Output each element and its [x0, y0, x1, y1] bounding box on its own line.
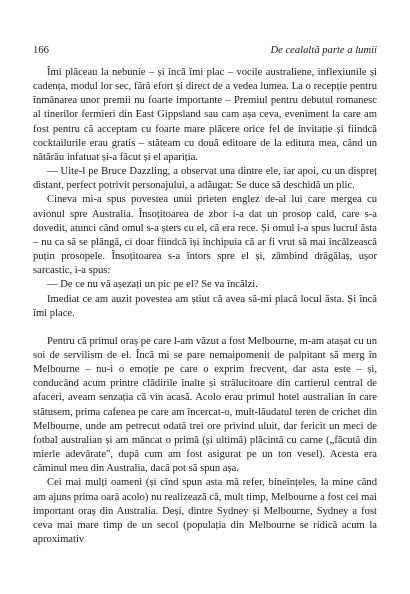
paragraph: Îmi plăceau la nebunie – și încă îmi plac – vocile australiene, inflexiunile și cadența, modul lor sec, fără efort și direct de a vedea lumea. La o recepție pentru înmânarea unor premii nu foarte importante – Premiul pentru debutul romanesc al tinerilor fermieri din East Gippsland sau cam așa ceva, eveniment la care am fost pentru că acceptam cu foarte mare plăcere orice fel de invitație și fiindcă cocktailurile erau gratis – stăteam cu două editoare de la editura mea, când un nătărău infatuat și-a făcut și el apariția. — [33, 67, 377, 163]
running-head: De cealaltă parte a lumii — [270, 45, 377, 56]
section-break — [33, 321, 377, 335]
paragraph: Cineva mi-a spus povestea unui prieten englez de-al lui care mergea cu avionul spre Australia. Însoțitoarea de zbor i-a dat un prosop cald, care s-a dovedit, atunci când omul s-a șters cu el, că era rece. Și omul i-a spus lucrul ăsta – nu ca să se plângă, ci doar fiindcă își închipuia că ar fi vrut să mai încălzească puțin prosopele. Însoțitoarea s-a întors spre el și, zâmbind drăgălaș, ușor sarcastic, i-a spus: — [33, 194, 377, 277]
paragraph: Pentru că primul oraș pe care l-am văzut a fost Melbourne, m-am atașat cu un soi de servilism de el. Încă mi se pare nemaipomenit de palpitant să merg în Melbourne – nu-i o emoție pe care o exprim frecvent, dar asta este – și, conducând acum printre clădirile înalte și strălucitoare din cartierul central de afaceri, aveam senzația că vin acasă. Acolo erau primul hotel australian în care stătusem, prima cafenea pe care am încercat-o, mult-lăudatul teren de crichet din Melbourne, unde am petrecut odată trei ore privind uluit, dar fericit un meci de fotbal australian și am mâncat o primă (și ultimă) plăcintă cu carne („făcută din mierle adevărate", după cum am fost asigurat pe un ton vesel). Acesta era căminul meu din Australia, dacă pot să spun așa. — [33, 335, 377, 475]
page-number: 166 — [33, 45, 49, 56]
paragraph: Imediat ce am auzit povestea am știut că avea să-mi placă locul ăsta. Și încă îmi place. — [33, 293, 377, 319]
page-header — [33, 44, 377, 58]
body-text — [33, 66, 377, 547]
paragraph: — De ce nu vă așezați un pic pe el? Se va încălzi. — [47, 279, 258, 291]
paragraph: — Uite-l pe Bruce Dazzling, a observat una dintre ele, iar apoi, cu un dispreț distant, perfect potrivit personajului, a adăugat: Se duce să deschidă un plic. — [33, 166, 377, 192]
paragraph: Cei mai mulți oameni (și cînd spun asta mă refer, bineînțeles, la mine când am ajuns prima oară acolo) nu realizează că, mult timp, Melbourne a fost cel mai important oraș din Australia. Deși, dintre Sydney și Melbourne, Sydney a fost ceva mai mare timp de un secol (populația din Melbourne se ridică acum la aproximativ — [33, 477, 377, 545]
